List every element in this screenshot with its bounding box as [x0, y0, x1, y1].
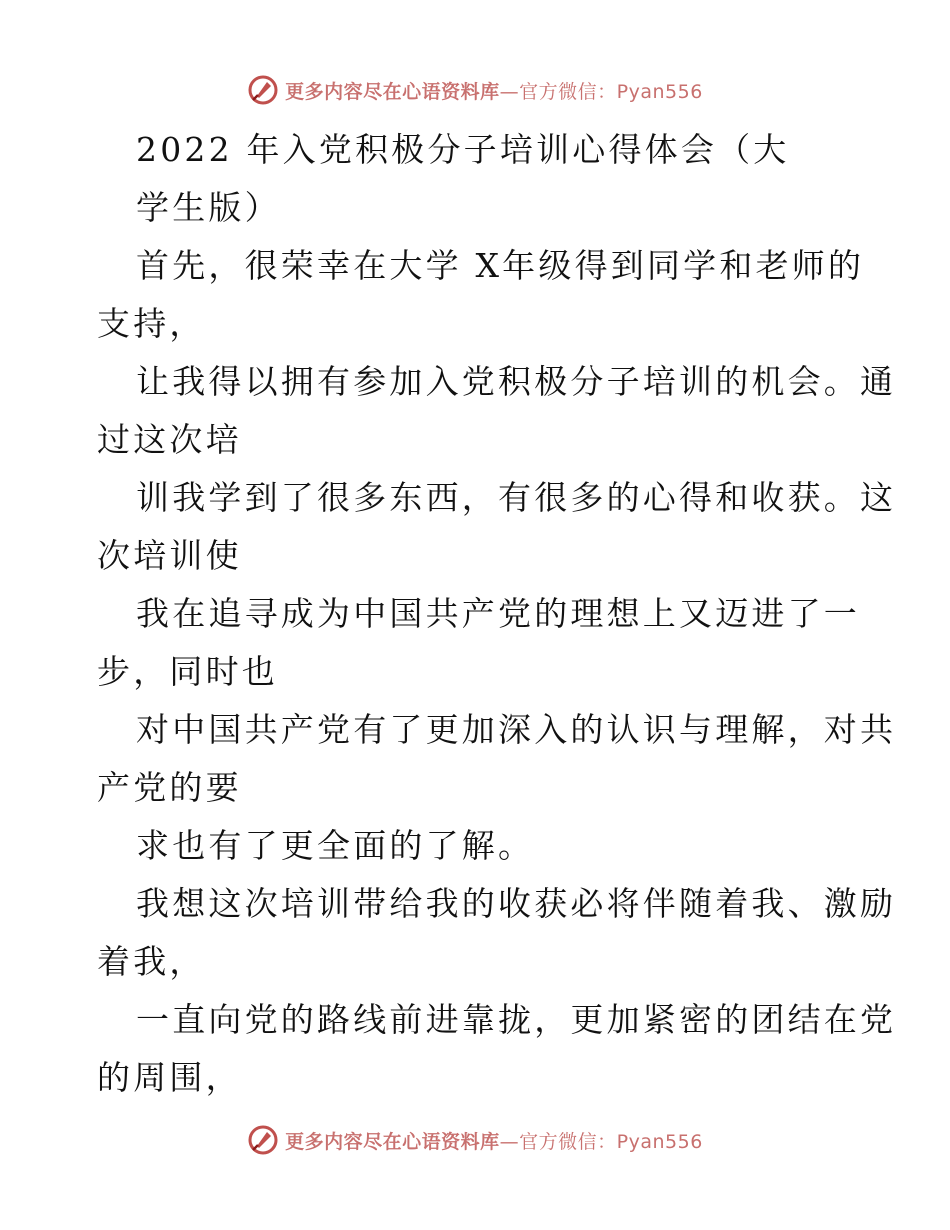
footer-banner	[0, 1120, 950, 1160]
banner-wechat-text: —官方微信：Pyan556	[499, 1130, 703, 1153]
doc-line: 我在追寻成为中国共产党的理想上又迈进了一	[136, 594, 860, 633]
doc-title-line-2: 学生版）	[136, 188, 281, 227]
doc-line: 支持，	[97, 304, 206, 343]
doc-line: 过这次培	[97, 420, 242, 459]
banner-library-text: 更多内容尽在心语资料库	[285, 1130, 500, 1153]
doc-line: 让我得以拥有参加入党积极分子培训的机会。通	[136, 362, 897, 401]
doc-line: 训我学到了很多东西，有很多的心得和收获。这	[136, 478, 897, 517]
doc-title-line-1: 2022 年入党积极分子培训心得体会（大	[136, 130, 790, 169]
doc-line: 我想这次培训带给我的收获必将伴随着我、激励	[136, 884, 897, 923]
doc-line: 的周围，	[97, 1058, 242, 1097]
doc-line: 步，同时也	[97, 652, 278, 691]
doc-line: 产党的要	[97, 768, 242, 807]
banner-library-text: 更多内容尽在心语资料库	[285, 80, 500, 103]
banner-wechat-text: —官方微信：Pyan556	[499, 80, 703, 103]
header-banner	[0, 70, 950, 110]
doc-line: 着我，	[97, 942, 206, 981]
pen-nib-logo-icon	[247, 74, 279, 106]
doc-line: 次培训使	[97, 536, 242, 575]
doc-line: 求也有了更全面的了解。	[136, 826, 535, 865]
doc-line: 一直向党的路线前进靠拢，更加紧密的团结在党	[136, 1000, 897, 1039]
pen-nib-logo-icon	[247, 1124, 279, 1156]
doc-line: 首先，很荣幸在大学 X年级得到同学和老师的	[136, 246, 865, 285]
doc-line: 对中国共产党有了更加深入的认识与理解，对共	[136, 710, 897, 749]
